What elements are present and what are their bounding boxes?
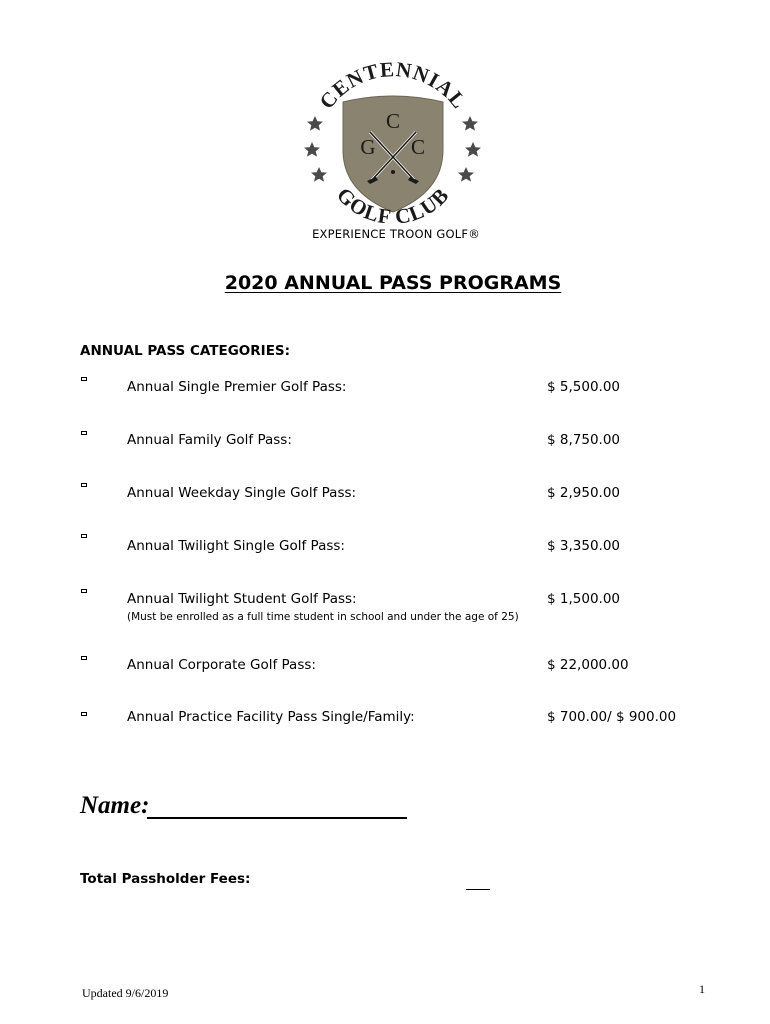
name-label: Name: <box>80 792 150 819</box>
pass-label: Annual Family Golf Pass: <box>127 432 292 448</box>
pass-price: $ 3,350.00 <box>547 538 620 554</box>
pass-price: $ 700.00/ $ 900.00 <box>547 709 677 725</box>
logo-arc-bottom-text: GOLF CLUB <box>332 182 454 229</box>
pass-row-family <box>0 432 770 472</box>
pass-row-weekday-single <box>0 485 770 525</box>
pass-checkbox[interactable] <box>81 431 87 435</box>
pass-price: $ 1,500.00 <box>547 591 620 607</box>
pass-checkbox[interactable] <box>81 712 87 716</box>
pass-checkbox[interactable] <box>81 534 87 538</box>
page-number: 1 <box>699 982 705 996</box>
pass-label: Annual Corporate Golf Pass: <box>127 657 316 673</box>
monogram-top: C <box>385 109 401 133</box>
pass-label: Annual Single Premier Golf Pass: <box>127 379 347 395</box>
logo-tagline: EXPERIENCE TROON GOLF® <box>312 227 480 241</box>
logo-arc-top-text: CENTENNIAL <box>314 56 472 114</box>
pass-label: Annual Practice Facility Pass Single/Family: <box>127 709 415 725</box>
pass-checkbox[interactable] <box>81 589 87 593</box>
pass-label: Annual Twilight Single Golf Pass: <box>127 538 345 554</box>
pass-checkbox[interactable] <box>81 377 87 381</box>
pass-price: $ 2,950.00 <box>547 485 620 501</box>
pass-row-corporate <box>0 657 770 697</box>
pass-row-twilight-single <box>0 538 770 578</box>
page-title: 2020 ANNUAL PASS PROGRAMS <box>224 272 562 294</box>
club-logo <box>298 50 488 245</box>
pass-row-practice-facility <box>0 709 770 749</box>
monogram-left: G <box>360 135 376 159</box>
name-field[interactable] <box>147 817 407 819</box>
updated-date: Updated 9/6/2019 <box>82 986 169 1000</box>
pass-price: $ 5,500.00 <box>547 379 620 395</box>
total-fees-label: Total Passholder Fees: <box>80 871 251 887</box>
pass-price: $ 22,000.00 <box>547 657 629 673</box>
pass-row-single-premier <box>0 379 770 419</box>
pass-eligibility-note: (Must be enrolled as a full time student in school and under the age of 25) <box>127 611 519 623</box>
pass-checkbox[interactable] <box>81 483 87 487</box>
pass-label: Annual Twilight Student Golf Pass: <box>127 591 357 607</box>
section-heading: ANNUAL PASS CATEGORIES: <box>80 343 291 359</box>
total-fees-field[interactable] <box>466 889 490 890</box>
pass-checkbox[interactable] <box>81 656 87 660</box>
pass-row-twilight-student <box>0 591 770 631</box>
pass-price: $ 8,750.00 <box>547 432 620 448</box>
pass-label: Annual Weekday Single Golf Pass: <box>127 485 357 501</box>
monogram-right: C <box>410 135 426 159</box>
